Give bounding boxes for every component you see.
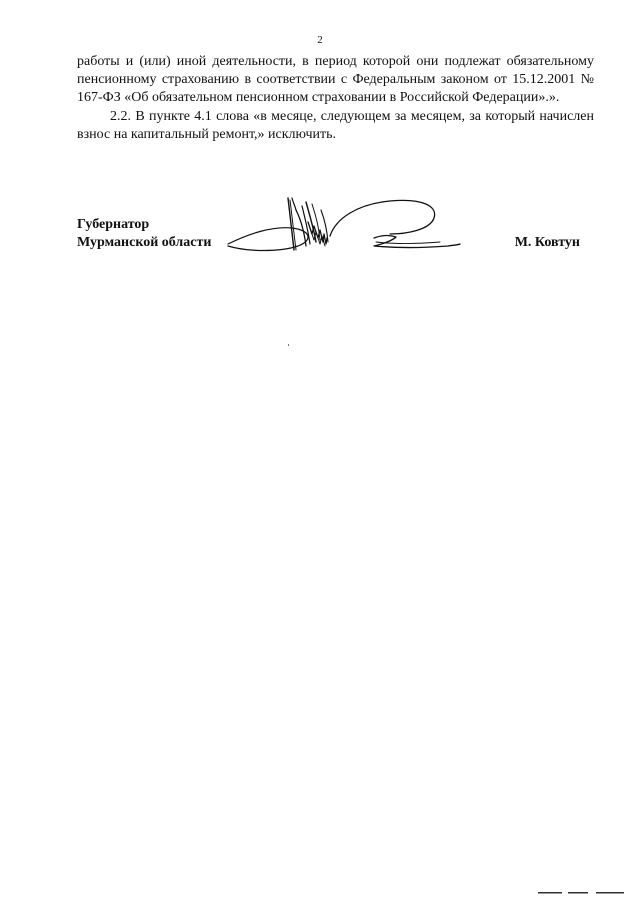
paragraph-continuation: работы и (или) иной деятельности, в период которой они подлежат обязательному пенсионному страхованию в соответствии с Федеральным законом от 15.12.2001 № 167-ФЗ «Об обязательном пенсионном страховании в Российской Федерации».». — [77, 54, 594, 106]
scan-artifact-dot — [288, 344, 289, 346]
signatory-position-line2: Мурманской области — [77, 235, 212, 250]
signatory-name: М. Ковтун — [514, 235, 580, 250]
signatory-position — [77, 216, 211, 252]
document-body — [77, 53, 594, 144]
handwritten-signature — [226, 188, 462, 264]
paragraph-item-2-2: 2.2. В пункте 4.1 слова «в месяце, следующем за месяцем, за который начислен взнос на капитальный ремонт,» исключить. — [77, 108, 594, 142]
scan-artifact-marks — [538, 890, 628, 896]
page-number: 2 — [317, 34, 323, 46]
signatory-position-line1: Губернатор — [77, 217, 150, 232]
